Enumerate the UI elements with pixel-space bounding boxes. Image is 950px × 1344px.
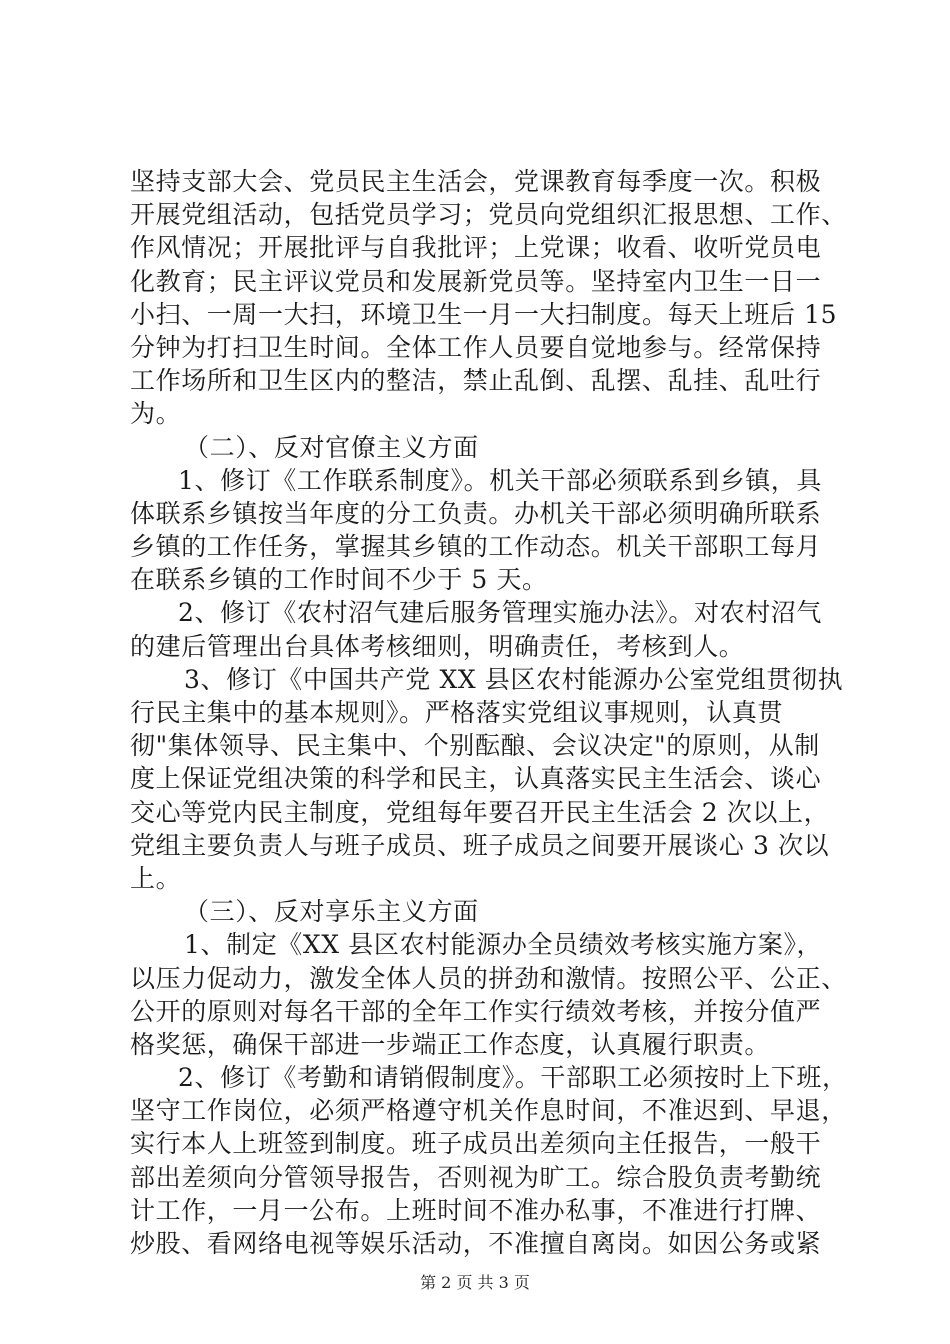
body-text-line: 小扫、一周一大扫，环境卫生一月一大扫制度。每天上班后 15 <box>130 299 838 329</box>
body-text-line: 开展党组活动，包括党员学习；党员向党组织汇报思想、工作、 <box>130 200 847 230</box>
body-text-line: 1、制定《XX 县区农村能源办全员绩效考核实施方案》， <box>184 930 823 960</box>
body-text-line: 党组主要负责人与班子成员、班子成员之间要开展谈心 3 次以 <box>130 830 830 860</box>
body-text-line: 坚持支部大会、党员民主生活会，党课教育每季度一次。积极 <box>130 167 822 196</box>
body-text-line: 在联系乡镇的工作时间不少于 5 天。 <box>130 565 548 595</box>
body-text-line: 上。 <box>130 863 182 893</box>
body-text-line: 为。 <box>130 399 182 429</box>
body-text-line: 工作场所和卫生区内的整洁，禁止乱倒、乱摆、乱挂、乱吐行 <box>130 366 822 396</box>
body-text-line: 计工作，一月一公布。上班时间不准办私事，不准进行打牌、 <box>130 1195 822 1225</box>
body-text-line: 交心等党内民主制度，党组每年要召开民主生活会 2 次以上， <box>130 797 830 827</box>
body-text-line: 彻"集体领导、民主集中、个别酝酿、会议决定"的原则，从制 <box>130 731 820 761</box>
body-text-line: 2、修订《考勤和请销假制度》。干部职工必须按时上下班， <box>178 1063 848 1093</box>
body-text-line: 格奖惩，确保干部进一步端正工作态度，认真履行职责。 <box>130 1029 771 1059</box>
section-heading: （三）、反对享乐主义方面 <box>184 897 479 927</box>
body-text-line: 1、修订《工作联系制度》。机关干部必须联系到乡镇，具 <box>178 465 823 495</box>
body-text-line: 化教育；民主评议党员和发展新党员等。坚持室内卫生一日一 <box>130 266 822 296</box>
body-text-line: 分钟为打扫卫生时间。全体工作人员要自觉地参与。经常保持 <box>130 332 822 362</box>
body-text-line: 3、修订《中国共产党 XX 县区农村能源办公室党组贯彻执 <box>184 664 844 694</box>
body-text-line: 体联系乡镇按当年度的分工负责。办机关干部必须明确所联系 <box>130 498 822 528</box>
body-text-line: 公开的原则对每名干部的全年工作实行绩效考核，并按分值严 <box>130 996 822 1026</box>
body-text-line: 作风情况；开展批评与自我批评；上党课；收看、收听党员电 <box>130 233 822 263</box>
body-text-line: 炒股、看网络电视等娱乐活动，不准擅自离岗。如因公务或紧 <box>130 1229 822 1258</box>
body-text-line: 度上保证党组决策的科学和民主，认真落实民主生活会、谈心 <box>130 764 822 794</box>
body-text-line: 实行本人上班签到制度。班子成员出差须向主任报告，一般干 <box>130 1129 822 1159</box>
document-body <box>130 165 848 1260</box>
body-text-line: 行民主集中的基本规则》。严格落实党组议事规则，认真贯 <box>130 698 784 727</box>
body-text-line: 乡镇的工作任务，掌握其乡镇的工作动态。机关干部职工每月 <box>130 532 822 562</box>
body-text-line: 坚守工作岗位，必须严格遵守机关作息时间，不准迟到、早退， <box>130 1096 847 1126</box>
body-text-line: 2、修订《农村沼气建后服务管理实施办法》。对农村沼气 <box>178 598 823 628</box>
body-text-line: 的建后管理出台具体考核细则，明确责任，考核到人。 <box>130 631 745 661</box>
section-heading: （二）、反对官僚主义方面 <box>184 432 479 462</box>
body-text-line: 部出差须向分管领导报告，否则视为旷工。综合股负责考勤统 <box>130 1162 822 1192</box>
body-text-line: 以压力促动力，激发全体人员的拼劲和激情。按照公平、公正、 <box>130 963 847 993</box>
page-footer: 第 2 页 共 3 页 <box>420 1273 530 1292</box>
